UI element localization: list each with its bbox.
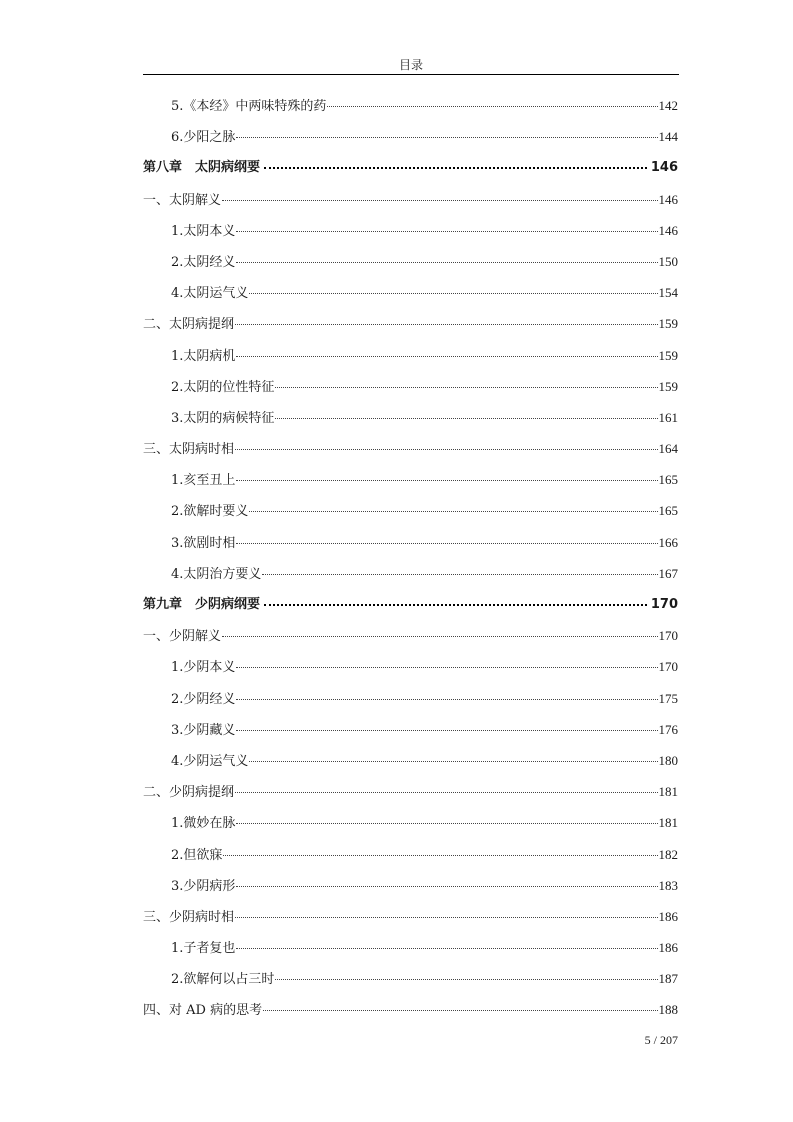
dot-leader bbox=[275, 979, 657, 980]
dot-leader bbox=[222, 200, 657, 201]
toc-entry-page-number: 182 bbox=[658, 846, 678, 862]
toc-entry-title: 第九章 少阴病纲要 bbox=[143, 597, 261, 612]
toc-entry-page-number: 181 bbox=[658, 784, 678, 800]
toc-subsection-entry[interactable] bbox=[143, 252, 678, 283]
toc-subsection-entry[interactable] bbox=[143, 533, 678, 564]
dot-leader bbox=[235, 324, 657, 325]
dot-leader bbox=[236, 356, 657, 357]
toc-entry-title: 三、太阴病时相 bbox=[143, 442, 235, 458]
toc-entry-title: 4.少阴运气义 bbox=[171, 753, 249, 769]
dot-leader bbox=[236, 730, 657, 731]
dot-leader bbox=[223, 855, 657, 856]
toc-entry-page-number: 186 bbox=[658, 940, 678, 956]
dot-leader bbox=[249, 761, 657, 762]
dot-leader bbox=[249, 293, 657, 294]
toc-entry-title: 2.太阴的位性特征 bbox=[171, 379, 275, 395]
toc-entry-page-number: 159 bbox=[658, 316, 678, 332]
toc-entry-page-number: 165 bbox=[658, 472, 678, 488]
toc-subsection-entry[interactable] bbox=[143, 689, 678, 720]
toc-entry-title: 2.但欲寐 bbox=[171, 847, 223, 863]
toc-entry-page-number: 181 bbox=[658, 815, 678, 831]
toc-subsection-entry[interactable] bbox=[143, 221, 678, 252]
toc-entry-title: 二、少阴病提纲 bbox=[143, 785, 235, 801]
toc-section-entry[interactable] bbox=[143, 439, 678, 470]
dot-leader bbox=[235, 449, 657, 450]
table-of-contents bbox=[143, 96, 678, 1032]
toc-entry-title: 2.欲解时要义 bbox=[171, 504, 249, 520]
toc-entry-page-number: 159 bbox=[658, 347, 678, 363]
toc-entry-page-number: 180 bbox=[658, 752, 678, 768]
toc-section-entry[interactable] bbox=[143, 907, 678, 938]
toc-entry-title: 一、太阴解义 bbox=[143, 192, 222, 208]
toc-entry-page-number: 150 bbox=[658, 253, 678, 269]
toc-subsection-entry[interactable] bbox=[143, 938, 678, 969]
dot-leader bbox=[262, 574, 657, 575]
toc-entry-page-number: 146 bbox=[650, 160, 678, 176]
dot-leader bbox=[264, 167, 647, 169]
dot-leader bbox=[327, 106, 657, 107]
toc-entry-title: 6.少阳之脉 bbox=[171, 130, 236, 146]
dot-leader bbox=[236, 137, 657, 138]
dot-leader bbox=[222, 636, 657, 637]
dot-leader bbox=[236, 823, 657, 824]
toc-subsection-entry[interactable] bbox=[143, 501, 678, 532]
toc-subsection-entry[interactable] bbox=[143, 720, 678, 751]
toc-entry-page-number: 166 bbox=[658, 534, 678, 550]
toc-entry-page-number: 159 bbox=[658, 378, 678, 394]
toc-entry-title: 3.少阴藏义 bbox=[171, 722, 236, 738]
toc-entry-title: 1.亥至丑上 bbox=[171, 473, 236, 489]
toc-entry-page-number: 146 bbox=[658, 191, 678, 207]
toc-subsection-entry[interactable] bbox=[143, 969, 678, 1000]
toc-entry-title: 4.太阴治方要义 bbox=[171, 566, 262, 582]
toc-entry-page-number: 176 bbox=[658, 721, 678, 737]
page-header-title: 目录 bbox=[398, 58, 423, 72]
toc-entry-page-number: 154 bbox=[658, 285, 678, 301]
toc-chapter-entry[interactable] bbox=[143, 595, 678, 626]
toc-subsection-entry[interactable] bbox=[143, 470, 678, 501]
toc-entry-page-number: 170 bbox=[658, 659, 678, 675]
toc-entry-page-number: 170 bbox=[658, 628, 678, 644]
toc-entry-title: 1.太阴病机 bbox=[171, 348, 236, 364]
toc-entry-title: 2.太阴经义 bbox=[171, 254, 236, 270]
toc-entry-page-number: 170 bbox=[650, 597, 678, 612]
toc-subsection-entry[interactable] bbox=[143, 408, 678, 439]
toc-subsection-entry[interactable] bbox=[143, 377, 678, 408]
dot-leader bbox=[263, 1010, 657, 1011]
dot-leader bbox=[235, 792, 657, 793]
toc-section-entry[interactable] bbox=[143, 190, 678, 221]
toc-entry-page-number: 188 bbox=[658, 1002, 678, 1018]
toc-entry-title: 二、太阴病提纲 bbox=[143, 317, 235, 333]
dot-leader bbox=[235, 917, 657, 918]
toc-entry-title: 5.《本经》中两味特殊的药 bbox=[171, 99, 327, 114]
toc-section-entry[interactable] bbox=[143, 1000, 678, 1031]
toc-subsection-entry[interactable] bbox=[143, 127, 678, 158]
toc-entry-page-number: 144 bbox=[658, 129, 678, 145]
toc-entry-page-number: 187 bbox=[658, 971, 678, 987]
dot-leader bbox=[236, 262, 657, 263]
page-number: 5 / 207 bbox=[644, 1033, 678, 1047]
toc-entry-title: 1.子者复也 bbox=[171, 941, 236, 957]
dot-leader bbox=[236, 231, 657, 232]
toc-entry-page-number: 175 bbox=[658, 690, 678, 706]
toc-entry-title: 2.欲解何以占三时 bbox=[171, 972, 275, 988]
toc-entry-title: 3.太阴的病候特征 bbox=[171, 410, 275, 426]
toc-subsection-entry[interactable] bbox=[143, 564, 678, 595]
toc-entry-title: 2.少阴经义 bbox=[171, 691, 236, 707]
dot-leader bbox=[249, 511, 657, 512]
toc-subsection-entry[interactable] bbox=[143, 876, 678, 907]
toc-subsection-entry[interactable] bbox=[143, 283, 678, 314]
toc-entry-title: 第八章 太阴病纲要 bbox=[143, 160, 261, 176]
dot-leader bbox=[275, 418, 657, 419]
toc-entry-page-number: 161 bbox=[658, 409, 678, 425]
dot-leader bbox=[236, 699, 657, 700]
toc-subsection-entry[interactable] bbox=[143, 657, 678, 688]
dot-leader bbox=[275, 387, 657, 388]
toc-entry-title: 3.欲剧时相 bbox=[171, 535, 236, 551]
toc-subsection-entry[interactable] bbox=[143, 813, 678, 844]
toc-entry-page-number: 183 bbox=[658, 877, 678, 893]
toc-subsection-entry[interactable] bbox=[143, 751, 678, 782]
toc-entry-page-number: 164 bbox=[658, 441, 678, 457]
toc-entry-page-number: 186 bbox=[658, 908, 678, 924]
toc-entry-page-number: 142 bbox=[658, 98, 678, 113]
toc-entry-title: 4.太阴运气义 bbox=[171, 286, 249, 302]
toc-entry-title: 1.太阴本义 bbox=[171, 223, 236, 239]
toc-entry-page-number: 165 bbox=[658, 503, 678, 519]
toc-entry-title: 一、少阴解义 bbox=[143, 629, 222, 645]
toc-subsection-entry[interactable] bbox=[143, 96, 678, 127]
toc-section-entry[interactable] bbox=[143, 314, 678, 345]
header-divider bbox=[143, 74, 679, 75]
toc-entry-title: 1.微妙在脉 bbox=[171, 816, 236, 832]
toc-entry-title: 1.少阴本义 bbox=[171, 660, 236, 676]
toc-entry-page-number: 146 bbox=[658, 222, 678, 238]
toc-chapter-entry[interactable] bbox=[143, 158, 678, 189]
dot-leader bbox=[236, 543, 657, 544]
dot-leader bbox=[236, 948, 657, 949]
toc-section-entry[interactable] bbox=[143, 626, 678, 657]
toc-subsection-entry[interactable] bbox=[143, 346, 678, 377]
toc-entry-page-number: 167 bbox=[658, 565, 678, 581]
toc-section-entry[interactable] bbox=[143, 782, 678, 813]
dot-leader bbox=[236, 480, 657, 481]
dot-leader bbox=[264, 604, 647, 606]
toc-entry-title: 四、对 AD 病的思考 bbox=[143, 1003, 263, 1019]
toc-entry-title: 3.少阴病形 bbox=[171, 878, 236, 894]
dot-leader bbox=[236, 667, 657, 668]
toc-entry-title: 三、少阴病时相 bbox=[143, 909, 235, 925]
toc-subsection-entry[interactable] bbox=[143, 845, 678, 876]
dot-leader bbox=[236, 886, 657, 887]
